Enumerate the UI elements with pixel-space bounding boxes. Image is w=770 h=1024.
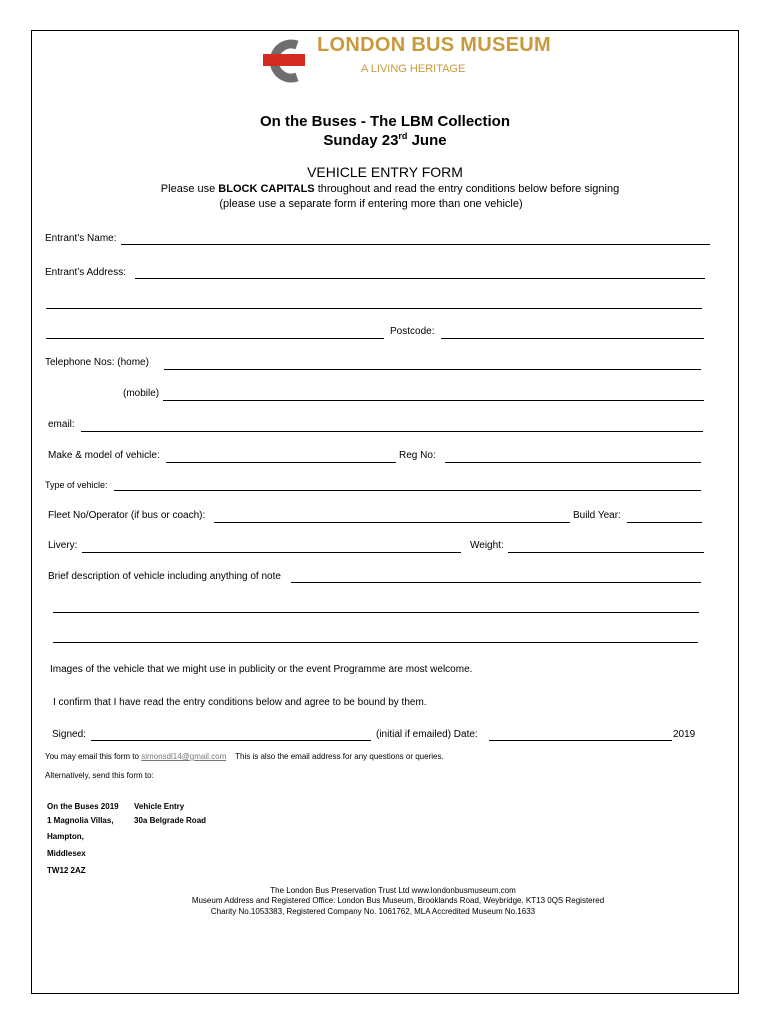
reg-no-label: Reg No:: [399, 450, 436, 461]
entrant-address-field-3[interactable]: [46, 338, 384, 339]
email-instruction: You may email this form to simonsdl14@gmail.com This is also the email address for any questions or queries.: [45, 752, 444, 761]
entrant-name-field[interactable]: [121, 244, 710, 245]
address-line-2b: 30a Belgrade Road: [134, 816, 207, 825]
form-title: VEHICLE ENTRY FORM: [307, 164, 463, 180]
weight-field[interactable]: [508, 552, 704, 553]
address-line-2a: 1 Magnolia Villas,: [47, 816, 114, 825]
livery-label: Livery:: [48, 540, 78, 551]
postcode-label: Postcode:: [390, 326, 435, 337]
fleet-no-label: Fleet No/Operator (if bus or coach):: [48, 510, 206, 521]
event-title: On the Buses - The LBM Collection: [259, 113, 510, 130]
weight-label: Weight:: [470, 540, 504, 551]
address-line-5: TW12 2AZ: [47, 866, 86, 875]
build-year-field[interactable]: [627, 522, 702, 523]
alternatively-note: Alternatively, send this form to:: [45, 771, 154, 780]
footer-line-3: Charity No.1053383, Registered Company No. 1061762, MLA Accredited Museum No.1633: [210, 907, 536, 916]
footer-line-1: The London Bus Preservation Trust Ltd www.londonbusmuseum.com: [270, 886, 516, 895]
entrant-address-field-1[interactable]: [135, 278, 705, 279]
address-line-1b: Vehicle Entry: [134, 802, 185, 811]
description-field-2[interactable]: [53, 612, 699, 613]
entrant-address-label: Entrant’s Address:: [45, 267, 126, 278]
email-label: email:: [48, 419, 75, 430]
livery-field[interactable]: [82, 552, 461, 553]
footer-line-2: Museum Address and Registered Office: London Bus Museum, Brooklands Road, Weybridge. KT13 0QS Registered: [191, 896, 605, 905]
date-label: (initial if emailed) Date:: [376, 729, 478, 740]
signature-field[interactable]: [91, 740, 371, 741]
address-line-1a: On the Buses 2019: [47, 802, 119, 811]
event-date: Sunday 23rd June: [323, 131, 447, 149]
logo-subtitle: A LIVING HERITAGE: [361, 63, 466, 75]
instructions-line2: (please use a separate form if entering more than one vehicle): [219, 198, 523, 210]
entrant-address-field-2[interactable]: [46, 308, 702, 309]
telephone-mobile-field[interactable]: [163, 400, 704, 401]
type-label: Type of vehicle:: [45, 480, 108, 490]
telephone-home-label: Telephone Nos: (home): [45, 357, 149, 368]
description-label: Brief description of vehicle including anything of note: [48, 571, 281, 582]
telephone-mobile-label: (mobile): [123, 388, 160, 399]
images-note: Images of the vehicle that we might use in publicity or the event Programme are most welcome.: [50, 664, 473, 675]
address-line-3: Hampton,: [47, 832, 84, 841]
description-field-1[interactable]: [291, 582, 701, 583]
date-field[interactable]: [489, 740, 672, 741]
confirm-note: I confirm that I have read the entry conditions below and agree to be bound by them.: [53, 697, 427, 708]
instructions: Please use BLOCK CAPITALS throughout and read the entry conditions below before signing: [160, 183, 620, 195]
address-line-4: Middlesex: [47, 849, 86, 858]
entrant-name-label: Entrant’s Name:: [45, 233, 117, 244]
fleet-no-field[interactable]: [214, 522, 570, 523]
make-model-field[interactable]: [166, 462, 396, 463]
london-bus-museum-logo-icon: [263, 37, 305, 85]
make-model-label: Make & model of vehicle:: [48, 450, 160, 461]
description-field-3[interactable]: [53, 642, 698, 643]
email-field[interactable]: [81, 431, 703, 432]
build-year-label: Build Year:: [573, 510, 621, 521]
date-year: 2019: [673, 729, 696, 740]
type-field[interactable]: [114, 490, 701, 491]
reg-no-field[interactable]: [445, 462, 701, 463]
email-link[interactable]: simonsdl14@gmail.com: [141, 752, 227, 761]
telephone-home-field[interactable]: [164, 369, 701, 370]
postcode-field[interactable]: [441, 338, 704, 339]
signed-label: Signed:: [52, 729, 86, 740]
logo-title: LONDON BUS MUSEUM: [317, 34, 551, 56]
